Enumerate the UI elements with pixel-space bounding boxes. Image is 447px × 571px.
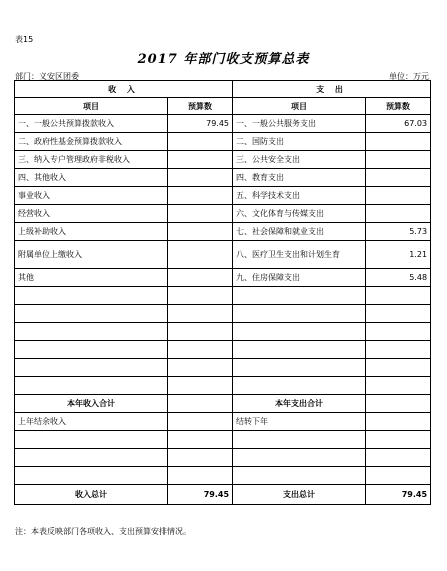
table-row xyxy=(15,115,431,133)
income-item-value xyxy=(168,151,233,169)
expense-carry-label: 结转下年 xyxy=(233,413,366,431)
income-item-label: 经营收入 xyxy=(15,205,168,223)
expense-item-label: 三、公共安全支出 xyxy=(233,151,366,169)
income-total-label: 收入总计 xyxy=(15,485,168,505)
subtotal-row xyxy=(15,395,431,413)
table-number: 表15 xyxy=(15,35,34,44)
empty-row xyxy=(15,323,431,341)
income-item-header: 项目 xyxy=(15,98,168,115)
income-item-value xyxy=(168,187,233,205)
income-item-value xyxy=(168,205,233,223)
unit-label: 单位：万元 xyxy=(389,72,429,81)
expense-item-value xyxy=(366,169,431,187)
table-row xyxy=(15,151,431,169)
expense-budget-header: 预算数 xyxy=(366,98,431,115)
section-header-row xyxy=(15,81,431,98)
empty-row xyxy=(15,287,431,305)
income-item-label: 一、一般公共预算拨款收入 xyxy=(15,115,168,133)
expense-item-value xyxy=(366,187,431,205)
income-budget-header: 预算数 xyxy=(168,98,233,115)
expense-item-label: 六、文化体育与传媒支出 xyxy=(233,205,366,223)
expense-carry-value xyxy=(366,413,431,431)
income-item-label: 二、政府性基金预算拨款收入 xyxy=(15,133,168,151)
expense-item-value: 1.21 xyxy=(366,241,431,269)
income-item-value xyxy=(168,169,233,187)
income-item-label: 事业收入 xyxy=(15,187,168,205)
expense-subtotal-value xyxy=(366,395,431,413)
income-item-label: 三、纳入专户管理政府非税收入 xyxy=(15,151,168,169)
income-section-header: 收 入 xyxy=(15,81,233,98)
expense-total-label: 支出总计 xyxy=(233,485,366,505)
empty-row xyxy=(15,359,431,377)
income-item-value xyxy=(168,133,233,151)
income-subtotal-value xyxy=(168,395,233,413)
table-row xyxy=(15,205,431,223)
expense-item-label: 五、科学技术支出 xyxy=(233,187,366,205)
income-carry-value xyxy=(168,413,233,431)
income-item-value xyxy=(168,223,233,241)
department-label: 部门：义安区团委 xyxy=(15,72,79,81)
column-header-row xyxy=(15,98,431,115)
table-row xyxy=(15,241,431,269)
expense-section-header: 支 出 xyxy=(233,81,431,98)
table-row xyxy=(15,223,431,241)
expense-item-label: 七、社会保障和就业支出 xyxy=(233,223,366,241)
income-item-label: 四、其他收入 xyxy=(15,169,168,187)
empty-row xyxy=(15,341,431,359)
expense-item-value: 67.03 xyxy=(366,115,431,133)
table-row xyxy=(15,269,431,287)
income-item-value xyxy=(168,269,233,287)
expense-item-label: 八、医疗卫生支出和计划生育 xyxy=(233,241,366,269)
income-item-label: 其他 xyxy=(15,269,168,287)
carry-row xyxy=(15,413,431,431)
expense-item-value xyxy=(366,133,431,151)
expense-subtotal-label: 本年支出合计 xyxy=(233,395,366,413)
budget-table xyxy=(14,80,431,505)
expense-total-value: 79.45 xyxy=(366,485,431,505)
table-row xyxy=(15,133,431,151)
expense-item-label: 九、住房保障支出 xyxy=(233,269,366,287)
expense-item-value: 5.73 xyxy=(366,223,431,241)
expense-item-value xyxy=(366,151,431,169)
document-title: 2017 年部门收支预算总表 xyxy=(137,52,310,67)
empty-row xyxy=(15,467,431,485)
expense-item-label: 四、教育支出 xyxy=(233,169,366,187)
income-item-value xyxy=(168,241,233,269)
expense-item-value: 5.48 xyxy=(366,269,431,287)
table-row xyxy=(15,169,431,187)
income-total-value: 79.45 xyxy=(168,485,233,505)
expense-item-value xyxy=(366,205,431,223)
empty-row xyxy=(15,449,431,467)
expense-item-label: 二、国防支出 xyxy=(233,133,366,151)
empty-row xyxy=(15,305,431,323)
expense-item-label: 一、一般公共服务支出 xyxy=(233,115,366,133)
income-carry-label: 上年结余收入 xyxy=(15,413,168,431)
income-subtotal-label: 本年收入合计 xyxy=(15,395,168,413)
income-item-value: 79.45 xyxy=(168,115,233,133)
income-item-label: 上级补助收入 xyxy=(15,223,168,241)
footnote: 注：本表反映部门各项收入、支出预算安排情况。 xyxy=(15,527,191,536)
table-row xyxy=(15,187,431,205)
grand-total-row xyxy=(15,485,431,505)
empty-row xyxy=(15,431,431,449)
empty-row xyxy=(15,377,431,395)
expense-item-header: 项目 xyxy=(233,98,366,115)
income-item-label: 附属单位上缴收入 xyxy=(15,241,168,269)
